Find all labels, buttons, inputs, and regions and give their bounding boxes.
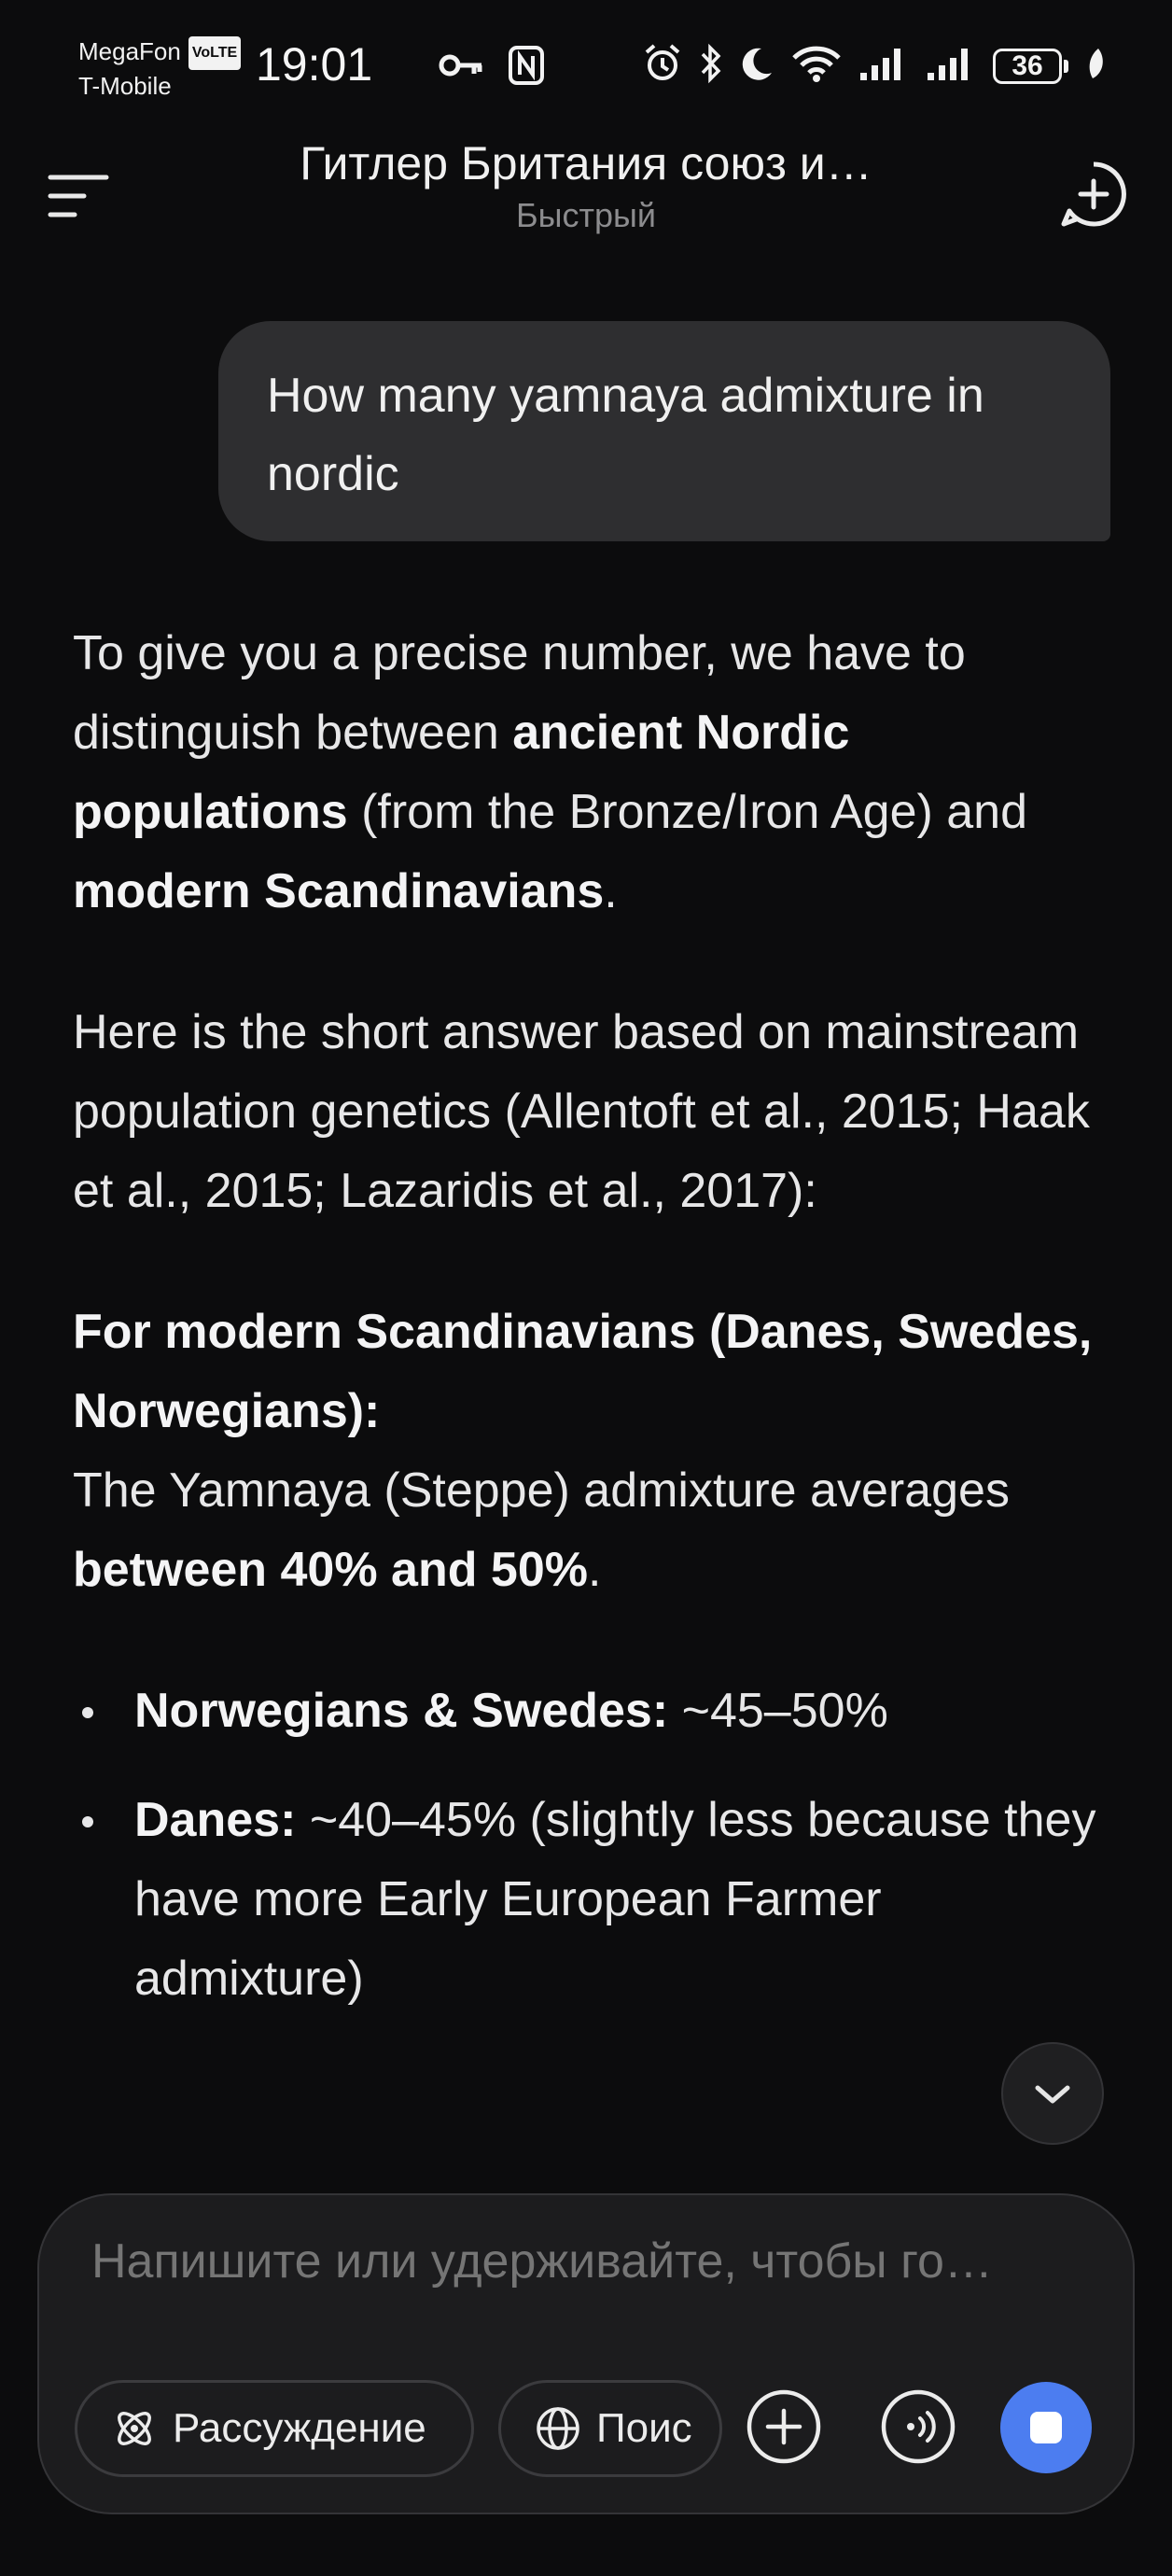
reasoning-label: Рассуждение	[173, 2405, 426, 2451]
status-bar	[0, 0, 1172, 131]
answer-paragraph: Here is the short answer based on mainstream population genetics (Allentoft et al., 2015; Haak et al., 2015; Lazaridis et al., 2017):	[73, 1005, 1090, 1218]
bullet-list	[73, 1672, 1109, 2019]
globe-icon	[535, 2405, 581, 2452]
chevron-down-icon	[1032, 2080, 1073, 2107]
bluetooth-icon	[700, 43, 722, 89]
status-time: 19:01	[256, 38, 373, 91]
list-item: Norwegians & Swedes: ~45–50%	[73, 1672, 1109, 1751]
signal-icon	[858, 45, 909, 87]
battery-level: 36	[993, 49, 1062, 84]
stop-icon	[1030, 2412, 1062, 2443]
user-message-bubble: How many yamnaya admixture in nordic	[218, 321, 1110, 541]
stop-generation-button[interactable]	[1000, 2382, 1092, 2473]
atom-icon	[111, 2405, 158, 2452]
alarm-icon	[642, 43, 683, 89]
leaf-icon	[1085, 45, 1106, 87]
assistant-message	[73, 614, 1109, 2049]
attach-button[interactable]	[741, 2384, 827, 2470]
message-input[interactable]	[90, 2233, 1101, 2290]
voice-icon	[880, 2388, 956, 2465]
section-heading: For modern Scandinavians (Danes, Swedes, Norwegians):	[73, 1305, 1093, 1438]
voice-mode-button[interactable]	[875, 2384, 961, 2470]
model-mode-label[interactable]: Быстрый	[516, 196, 656, 234]
carrier-1: MegaFon	[78, 37, 181, 65]
search-toggle[interactable]	[498, 2380, 722, 2477]
list-item: Danes: ~40–45% (slightly less because they have more Early European Farmer admixture)	[73, 1781, 1109, 2019]
signal-icon	[926, 45, 976, 87]
carrier-2: T-Mobile	[78, 72, 172, 101]
nfc-icon	[508, 45, 545, 91]
carrier-info	[78, 35, 241, 102]
reasoning-toggle[interactable]	[75, 2380, 474, 2477]
menu-icon	[47, 168, 112, 224]
volte-badge: VoLTE	[188, 36, 241, 70]
new-chat-button[interactable]	[1058, 159, 1129, 230]
answer-paragraph: For modern Scandinavians (Danes, Swedes, Norwegians): The Yamnaya (Steppe) admixture averages between 40% and 50%.	[73, 1305, 1093, 1597]
battery-icon	[993, 49, 1068, 84]
plus-icon	[746, 2388, 822, 2465]
wifi-icon	[791, 45, 842, 87]
moon-icon	[739, 45, 774, 87]
search-label: Поис	[596, 2405, 692, 2451]
chat-header	[0, 131, 1172, 252]
key-icon	[439, 51, 485, 84]
scroll-to-bottom-button[interactable]	[1001, 2042, 1104, 2145]
menu-button[interactable]	[47, 168, 112, 224]
answer-paragraph: To give you a precise number, we have to distinguish between ancient Nordic populations (from the Bronze/Iron Age) and modern Scandinavians.	[73, 626, 1028, 918]
new-chat-icon	[1058, 159, 1129, 230]
chat-title[interactable]: Гитлер Британия союз и…	[300, 137, 872, 189]
message-composer	[37, 2193, 1135, 2514]
